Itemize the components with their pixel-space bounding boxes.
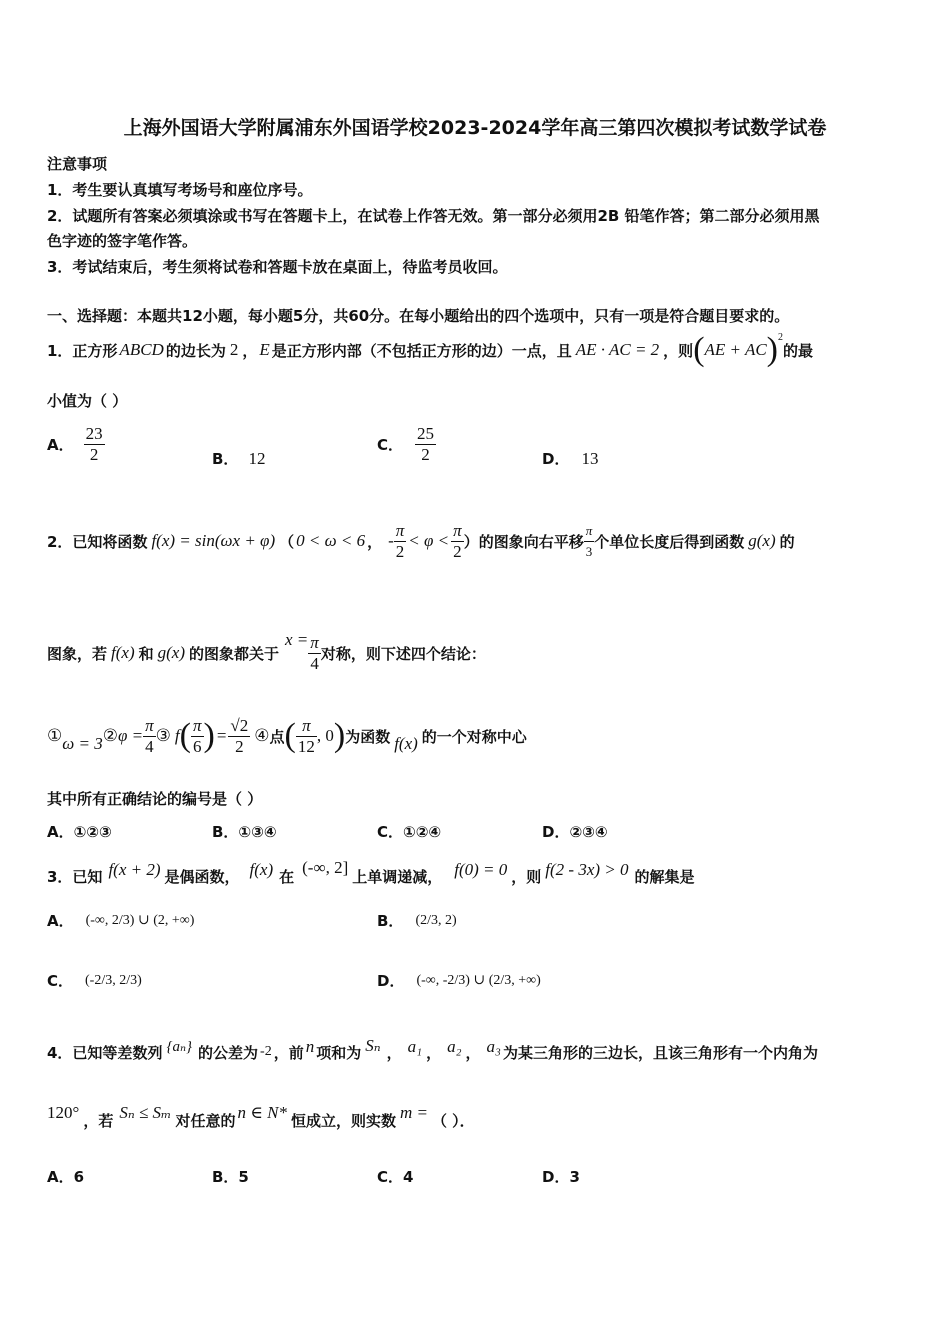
q3-option-b-value: (2/3, 2) bbox=[415, 912, 457, 928]
q1-option-c[interactable] bbox=[377, 424, 436, 465]
q4-text-3: ，前 bbox=[273, 1043, 304, 1062]
q2-option-a[interactable]: A．①②③ bbox=[47, 823, 112, 841]
q2-x-equals: x = bbox=[285, 630, 309, 649]
q1-text-4: 是正方形内部（不包括正方形的边）一点，且 bbox=[271, 341, 572, 360]
q2-l2-gx: g(x) bbox=[157, 643, 185, 662]
q2-conclusion-4-fx: f(x) bbox=[394, 734, 418, 753]
q2-text-5: 个单位长度后得到函数 bbox=[594, 532, 745, 551]
q1-paren-open: ( bbox=[693, 331, 705, 368]
q3-option-c-value: (-2/3, 2/3) bbox=[85, 972, 142, 988]
q2-c4-paren-close: ) bbox=[333, 717, 346, 754]
q2-conclusion-4-marker: ④ bbox=[254, 726, 270, 745]
q2-l2-text-c: 的图象都关于 bbox=[189, 644, 280, 663]
q1-option-c-value: $\frac{25}{2}$ bbox=[417, 424, 435, 464]
q1-option-b-label: B． bbox=[212, 450, 239, 468]
q4-text-9: 恒成立，则实数 bbox=[290, 1111, 396, 1130]
q2-l2-text-a: 图象，若 bbox=[47, 644, 108, 663]
q2-phi-range: < φ < bbox=[408, 531, 450, 550]
q4-text-5: ， bbox=[386, 1043, 402, 1062]
q1-e: E bbox=[259, 340, 270, 359]
question-2-conclusions bbox=[47, 705, 527, 767]
q3-option-a[interactable] bbox=[47, 910, 194, 931]
q1-square: 2 bbox=[778, 332, 783, 343]
q2-text-2: （ bbox=[279, 532, 295, 551]
q2-conclusion-3-value: $\frac{√2}{2}$ bbox=[230, 715, 249, 756]
q2-conclusion-3-marker: ③ bbox=[155, 726, 171, 745]
q2-conclusion-3-arg: $\frac{\pi}{6}$ bbox=[192, 715, 202, 756]
q1-option-a-label: A． bbox=[47, 436, 74, 454]
q1-line-2: 小值为（ ） bbox=[47, 392, 128, 410]
q2-text-1: 2．已知将函数 bbox=[47, 532, 148, 551]
q4-angle: 120° bbox=[47, 1103, 80, 1122]
q2-pi-over-3: $\frac{\pi}{3}$ bbox=[584, 521, 595, 562]
q2-c3-paren-open: ( bbox=[179, 717, 191, 754]
q4-a1: a₁ bbox=[407, 1037, 423, 1056]
question-2-line-2 bbox=[47, 622, 486, 684]
q4-n: n bbox=[305, 1037, 315, 1056]
q1-option-d-value: 13 bbox=[581, 448, 599, 468]
q2-pi-over-4: $\frac{\pi}{4}$ bbox=[310, 632, 319, 673]
q4-text-4: 项和为 bbox=[316, 1043, 362, 1062]
q4-a2: a₂ bbox=[447, 1037, 462, 1056]
q2-c4-paren-open: ( bbox=[284, 717, 296, 754]
q3-text-5: ，则 bbox=[511, 867, 542, 886]
q2-conclusion-2-frac: $\frac{\pi}{4}$ bbox=[145, 715, 154, 756]
q2-conclusion-4-text-a: 点 bbox=[269, 727, 285, 746]
q4-text-2: 的公差为 bbox=[198, 1043, 259, 1062]
q2-text-6: 的 bbox=[779, 532, 795, 551]
notice-heading: 注意事项 bbox=[47, 155, 108, 173]
q2-conclusion-3-eq: = bbox=[216, 726, 227, 745]
q4-sn: Sₙ bbox=[365, 1036, 381, 1055]
q3-text-4: 上单调递减， bbox=[352, 867, 443, 886]
q1-option-c-label: C． bbox=[377, 436, 404, 454]
q4-text-5b: ， bbox=[426, 1043, 442, 1062]
q1-text-3: ， bbox=[242, 341, 258, 360]
q3-fx: f(x) bbox=[249, 860, 274, 879]
q3-interval: (-∞, 2] bbox=[302, 858, 349, 877]
q4-text-7: ，若 bbox=[83, 1111, 114, 1130]
q4-text-8: 对任意的 bbox=[175, 1111, 236, 1130]
q2-option-d[interactable]: D．②③④ bbox=[542, 823, 608, 841]
section-heading: 一、选择题：本题共12小题，每小题5分，共60分。在每小题给出的四个选项中，只有一项是符合题目要求的。 bbox=[47, 307, 790, 325]
q4-option-b[interactable]: B．5 bbox=[212, 1168, 249, 1186]
q2-conclusion-1-marker: ① bbox=[47, 726, 63, 745]
q4-m: m = bbox=[399, 1103, 428, 1122]
q3-text-2: 是偶函数， bbox=[164, 867, 240, 886]
q4-option-c[interactable]: C．4 bbox=[377, 1168, 414, 1186]
q1-text-2: 的边长为 bbox=[165, 341, 226, 360]
q3-option-b-label: B． bbox=[377, 912, 404, 930]
q3-option-d[interactable] bbox=[377, 970, 541, 991]
q2-minus: - bbox=[388, 531, 394, 550]
q2-function-f: f(x) = sin(ωx + φ) bbox=[151, 531, 276, 550]
q1-abcd: ABCD bbox=[119, 340, 164, 359]
q2-text-4: ）的图象向右平移 bbox=[463, 532, 584, 551]
q2-function-g: g(x) bbox=[748, 531, 776, 550]
notice-item-1: 1．考生要认真填写考场号和座位序号。 bbox=[47, 181, 313, 199]
q2-conclusion-3-f: f bbox=[174, 726, 180, 745]
notice-item-2-cont: 色字迹的签字笔作答。 bbox=[47, 232, 198, 250]
q2-conclusion-4-text-b: 为函数 bbox=[345, 727, 391, 746]
q3-text-3: 在 bbox=[279, 867, 295, 886]
q2-conclusion-2-marker: ② bbox=[102, 726, 118, 745]
q1-condition: AE · AC = 2 bbox=[575, 340, 660, 359]
question-2-stem bbox=[47, 510, 795, 572]
q3-inequality: f(2 - 3x) > 0 bbox=[545, 860, 629, 879]
q3-f-shift: f(x + 2) bbox=[108, 860, 161, 879]
q3-option-d-value: (-∞, -2/3) ∪ (2/3, +∞) bbox=[416, 973, 541, 988]
q1-option-d-label: D． bbox=[542, 450, 570, 468]
q1-option-b-value: 12 bbox=[248, 448, 266, 468]
q4-option-a[interactable]: A．6 bbox=[47, 1168, 85, 1186]
q2-conclusion-2: φ = bbox=[117, 726, 144, 745]
q2-c3-paren-close: ) bbox=[203, 717, 215, 754]
q2-omega-range: 0 < ω < 6 bbox=[296, 531, 366, 550]
q3-option-b[interactable] bbox=[377, 910, 457, 931]
q4-sequence: {aₙ} bbox=[166, 1038, 193, 1055]
q2-l2-text-d: 对称，则下述四个结论： bbox=[320, 644, 486, 663]
q2-conclusion-4-text-c: 的一个对称中心 bbox=[421, 727, 527, 746]
q4-option-d[interactable]: D．3 bbox=[542, 1168, 580, 1186]
q4-text-5c: ， bbox=[465, 1043, 481, 1062]
q2-l2-text-b: 和 bbox=[138, 644, 154, 663]
notice-item-3: 3．考试结束后，考生须将试卷和答题卡放在桌面上，待监考员收回。 bbox=[47, 258, 508, 276]
q3-option-d-label: D． bbox=[377, 972, 405, 990]
question-4-stem bbox=[47, 1032, 818, 1072]
q3-text-1: 3．已知 bbox=[47, 867, 103, 886]
q4-text-6: 为某三角形的三边长，且该三角形有一个内角为 bbox=[502, 1043, 818, 1062]
q1-option-a[interactable] bbox=[47, 424, 105, 465]
q2-conclusion-4-point-x: $\frac{\pi}{12}$ bbox=[297, 715, 315, 756]
exam-title: 上海外国语大学附属浦东外国语学校2023-2024学年高三第四次模拟考试数学试卷 bbox=[123, 117, 827, 139]
q1-expr: AE + AC bbox=[704, 340, 767, 359]
q3-f0: f(0) = 0 bbox=[454, 860, 508, 879]
q1-option-b[interactable] bbox=[212, 448, 265, 469]
q4-diff: -2 bbox=[260, 1044, 272, 1059]
question-1-stem bbox=[47, 330, 813, 370]
q2-ask: 其中所有正确结论的编号是（ ） bbox=[47, 790, 263, 808]
notice-item-2: 2．试题所有答案必须填涂或书写在答题卡上，在试卷上作答无效。第一部分必须用2B 铅笔作答；第二部分必须用黑 bbox=[47, 207, 820, 225]
q3-option-a-label: A． bbox=[47, 912, 74, 930]
question-4-line-2 bbox=[47, 1100, 475, 1140]
q1-text-5: ，则 bbox=[663, 341, 694, 360]
q3-option-c[interactable] bbox=[47, 970, 142, 991]
q2-l2-fx: f(x) bbox=[111, 643, 135, 662]
q2-pi-over-2: $\frac{\pi}{2}$ bbox=[453, 520, 462, 561]
q1-text-6: 的最 bbox=[783, 341, 814, 360]
q2-option-b[interactable]: B．①③④ bbox=[212, 823, 277, 841]
q2-conclusion-4-point-y: , 0 bbox=[316, 726, 334, 745]
q4-text-10: （ ）． bbox=[431, 1111, 475, 1130]
q3-option-a-value: (-∞, 2/3) ∪ (2, +∞) bbox=[85, 913, 195, 928]
q1-option-d[interactable] bbox=[542, 448, 598, 469]
q2-option-c[interactable]: C．①②④ bbox=[377, 823, 442, 841]
question-3-stem bbox=[47, 856, 695, 896]
q2-text-3: ， bbox=[367, 532, 383, 551]
q4-text-1: 4．已知等差数列 bbox=[47, 1043, 163, 1062]
q3-option-c-label: C． bbox=[47, 972, 74, 990]
q1-paren-close: ) bbox=[766, 331, 778, 368]
q4-a3: a₃ bbox=[486, 1037, 501, 1056]
q1-option-a-value: $\frac{23}{2}$ bbox=[85, 424, 103, 464]
q1-side: 2 bbox=[229, 340, 239, 359]
q1-text-1: 1．正方形 bbox=[47, 341, 118, 360]
q4-n-in-n: n ∈ N* bbox=[237, 1103, 287, 1122]
q2-neg-pi-over-2: $\frac{\pi}{2}$ bbox=[395, 520, 405, 561]
q4-inequality: Sₙ ≤ Sₘ bbox=[119, 1103, 172, 1122]
q2-conclusion-1: ω = 3 bbox=[62, 734, 103, 753]
q3-text-6: 的解集是 bbox=[634, 867, 695, 886]
